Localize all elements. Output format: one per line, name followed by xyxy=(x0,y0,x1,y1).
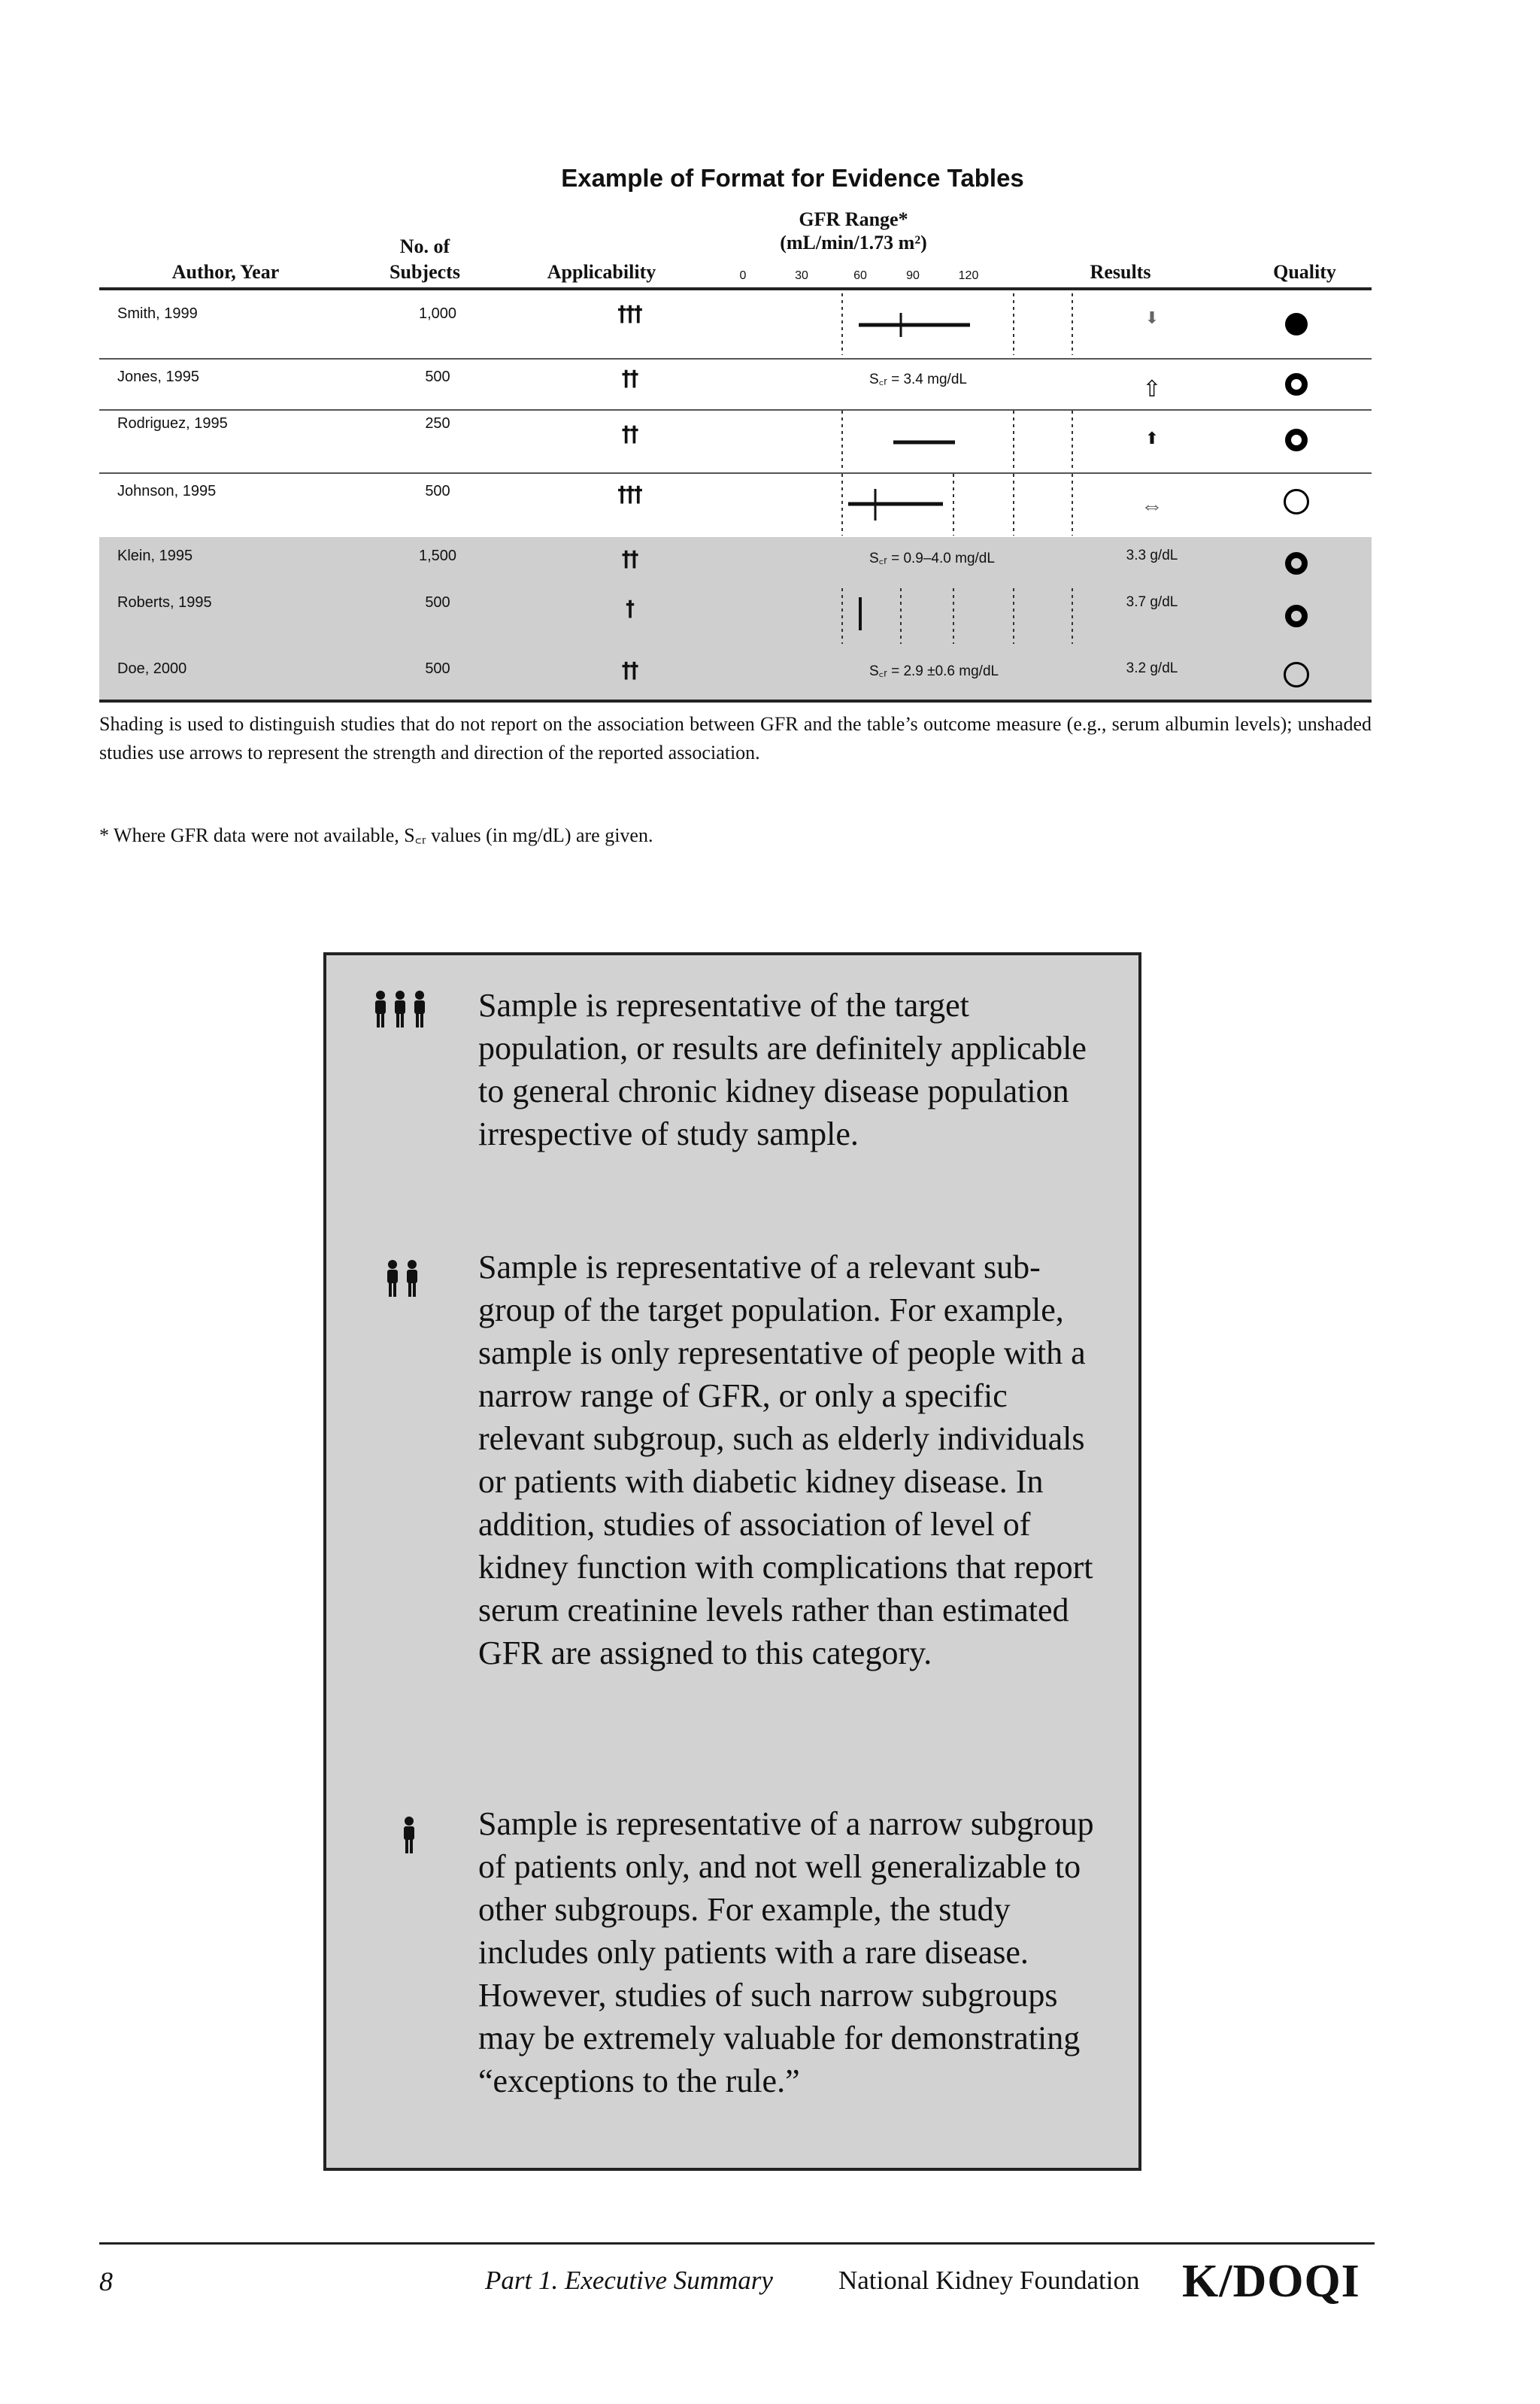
cell-subjects: 500 xyxy=(425,483,450,499)
table-row xyxy=(99,472,1372,539)
caption-footnote: * Where GFR data were not available, S꜀ᵣ values (in mg/dL) are given. xyxy=(99,824,653,846)
applicability-icon: ꝉꝉ xyxy=(621,660,638,684)
table-row xyxy=(99,645,1372,703)
three-people-icon xyxy=(371,990,432,1029)
cell-author: Smith, 1999 xyxy=(117,305,198,322)
cell-author: Rodriguez, 1995 xyxy=(117,415,228,432)
cell-author: Doe, 2000 xyxy=(117,660,187,677)
quality-thin-ring-icon xyxy=(1274,662,1319,692)
table-row xyxy=(99,358,1372,411)
header-subjects xyxy=(361,235,489,284)
table-row xyxy=(99,587,1372,647)
table-row xyxy=(99,290,1372,360)
quality-thick-ring-icon xyxy=(1274,373,1319,400)
cell-subjects: 250 xyxy=(425,415,450,432)
legend-text-high: Sample is representative of the target population, or results are definitely applicable to general chronic kidney disease population irrespective of study sample. xyxy=(478,987,1087,1152)
gfr-range-plot xyxy=(731,472,1077,537)
figure-title: Example of Format for Evidence Tables xyxy=(561,164,1024,192)
header-subjects-line1: No. of xyxy=(399,235,450,257)
gfr-range-plot xyxy=(731,587,1077,645)
page-number: 8 xyxy=(99,2266,113,2296)
applicability-icon: ꝉꝉ xyxy=(621,368,638,393)
gfr-range-plot xyxy=(731,290,1077,358)
cell-author: Jones, 1995 xyxy=(117,369,199,385)
quality-thin-ring-icon xyxy=(1274,489,1319,519)
gfr-note: S꜀ᵣ = 0.9–4.0 mg/dL xyxy=(869,551,995,566)
quality-thick-ring-icon xyxy=(1274,429,1319,456)
applicability-icon: ꝉꝉ xyxy=(621,423,638,448)
header-results: Results xyxy=(1090,261,1151,283)
quality-thick-ring-icon xyxy=(1274,605,1319,632)
gfr-note: S꜀ᵣ = 2.9 ±0.6 mg/dL xyxy=(869,663,999,679)
gfr-tick-60: 60 xyxy=(853,269,867,282)
footer-organization: National Kidney Foundation xyxy=(838,2266,1140,2295)
cell-author: Roberts, 1995 xyxy=(117,594,212,611)
result-arrow-up-outline-icon: ⇧ xyxy=(1142,377,1162,402)
legend-text-medium: Sample is representative of a relevant sub-group of the target population. For example, sample is only representative of people with a narrow range of GFR, or only a specific relevant subgroup, such as elderly individuals or patients with diabetic kidney disease. In addition, studies of association of level of kidney function with complications that report serum creatinine levels rather than estimated GFR are assigned to this category. xyxy=(478,1249,1093,1671)
legend-text-low: Sample is representative of a narrow subgroup of patients only, and not well generalizable to other subgroups. For example, the study includes only patients with a rare disease. However, studies of such narrow subgroups may be extremely valuable for demonstrating “exceptions to the rule.” xyxy=(478,1805,1094,2099)
applicability-icon: ꝉꝉꝉ xyxy=(617,484,642,508)
header-subjects-line2: Subjects xyxy=(390,261,460,283)
table-row xyxy=(99,409,1372,474)
cell-subjects: 500 xyxy=(425,660,450,677)
kdoqi-logo: K/DOQI xyxy=(1182,2256,1360,2307)
cell-author: Klein, 1995 xyxy=(117,548,193,564)
one-person-icon xyxy=(399,1816,420,1855)
header-gfr-line1: GFR Range* xyxy=(799,208,908,230)
gfr-note: S꜀ᵣ = 3.4 mg/dL xyxy=(869,372,967,387)
gfr-tick-90: 90 xyxy=(906,269,920,282)
cell-subjects: 500 xyxy=(425,594,450,611)
result-arrow-both-icon: ⇔ xyxy=(1141,493,1163,518)
quality-thick-ring-icon xyxy=(1274,552,1319,579)
caption-shading: Shading is used to distinguish studies that do not report on the association between GFR and the table’s outcome measure (e.g., serum albumin levels); unshaded studies use arrows to represent the strength and direction of the reported association. xyxy=(99,713,1372,763)
applicability-legend-box xyxy=(323,952,1141,2171)
result-value: 3.7 g/dL xyxy=(1126,594,1178,610)
cell-subjects: 500 xyxy=(425,369,450,385)
applicability-icon: ꝉ xyxy=(625,598,634,623)
cell-author: Johnson, 1995 xyxy=(117,483,217,499)
two-people-icon xyxy=(383,1259,424,1298)
cell-subjects: 1,000 xyxy=(418,305,457,322)
gfr-range-plot xyxy=(731,409,1077,472)
gfr-tick-0: 0 xyxy=(739,269,747,282)
gfr-tick-120: 120 xyxy=(958,269,979,282)
footer-part: Part 1. Executive Summary xyxy=(485,2266,773,2295)
result-arrow-down-icon: ⬇ xyxy=(1144,308,1160,327)
result-value: 3.3 g/dL xyxy=(1126,548,1178,563)
header-applicability: Applicability xyxy=(547,261,656,283)
applicability-icon: ꝉꝉ xyxy=(621,548,638,573)
header-author-year: Author, Year xyxy=(171,261,280,283)
quality-filled-icon xyxy=(1274,313,1319,340)
footer-rule xyxy=(99,2242,1375,2245)
result-arrow-up-icon: ⬆ xyxy=(1144,429,1160,448)
result-value: 3.2 g/dL xyxy=(1126,660,1178,676)
applicability-icon: ꝉꝉꝉ xyxy=(617,303,642,328)
header-gfr-line2: (mL/min/1.73 m²) xyxy=(780,232,927,253)
header-gfr-range xyxy=(737,208,970,254)
table-row xyxy=(99,537,1372,588)
cell-subjects: 1,500 xyxy=(418,548,457,564)
header-quality: Quality xyxy=(1273,261,1336,283)
gfr-tick-30: 30 xyxy=(795,269,808,282)
